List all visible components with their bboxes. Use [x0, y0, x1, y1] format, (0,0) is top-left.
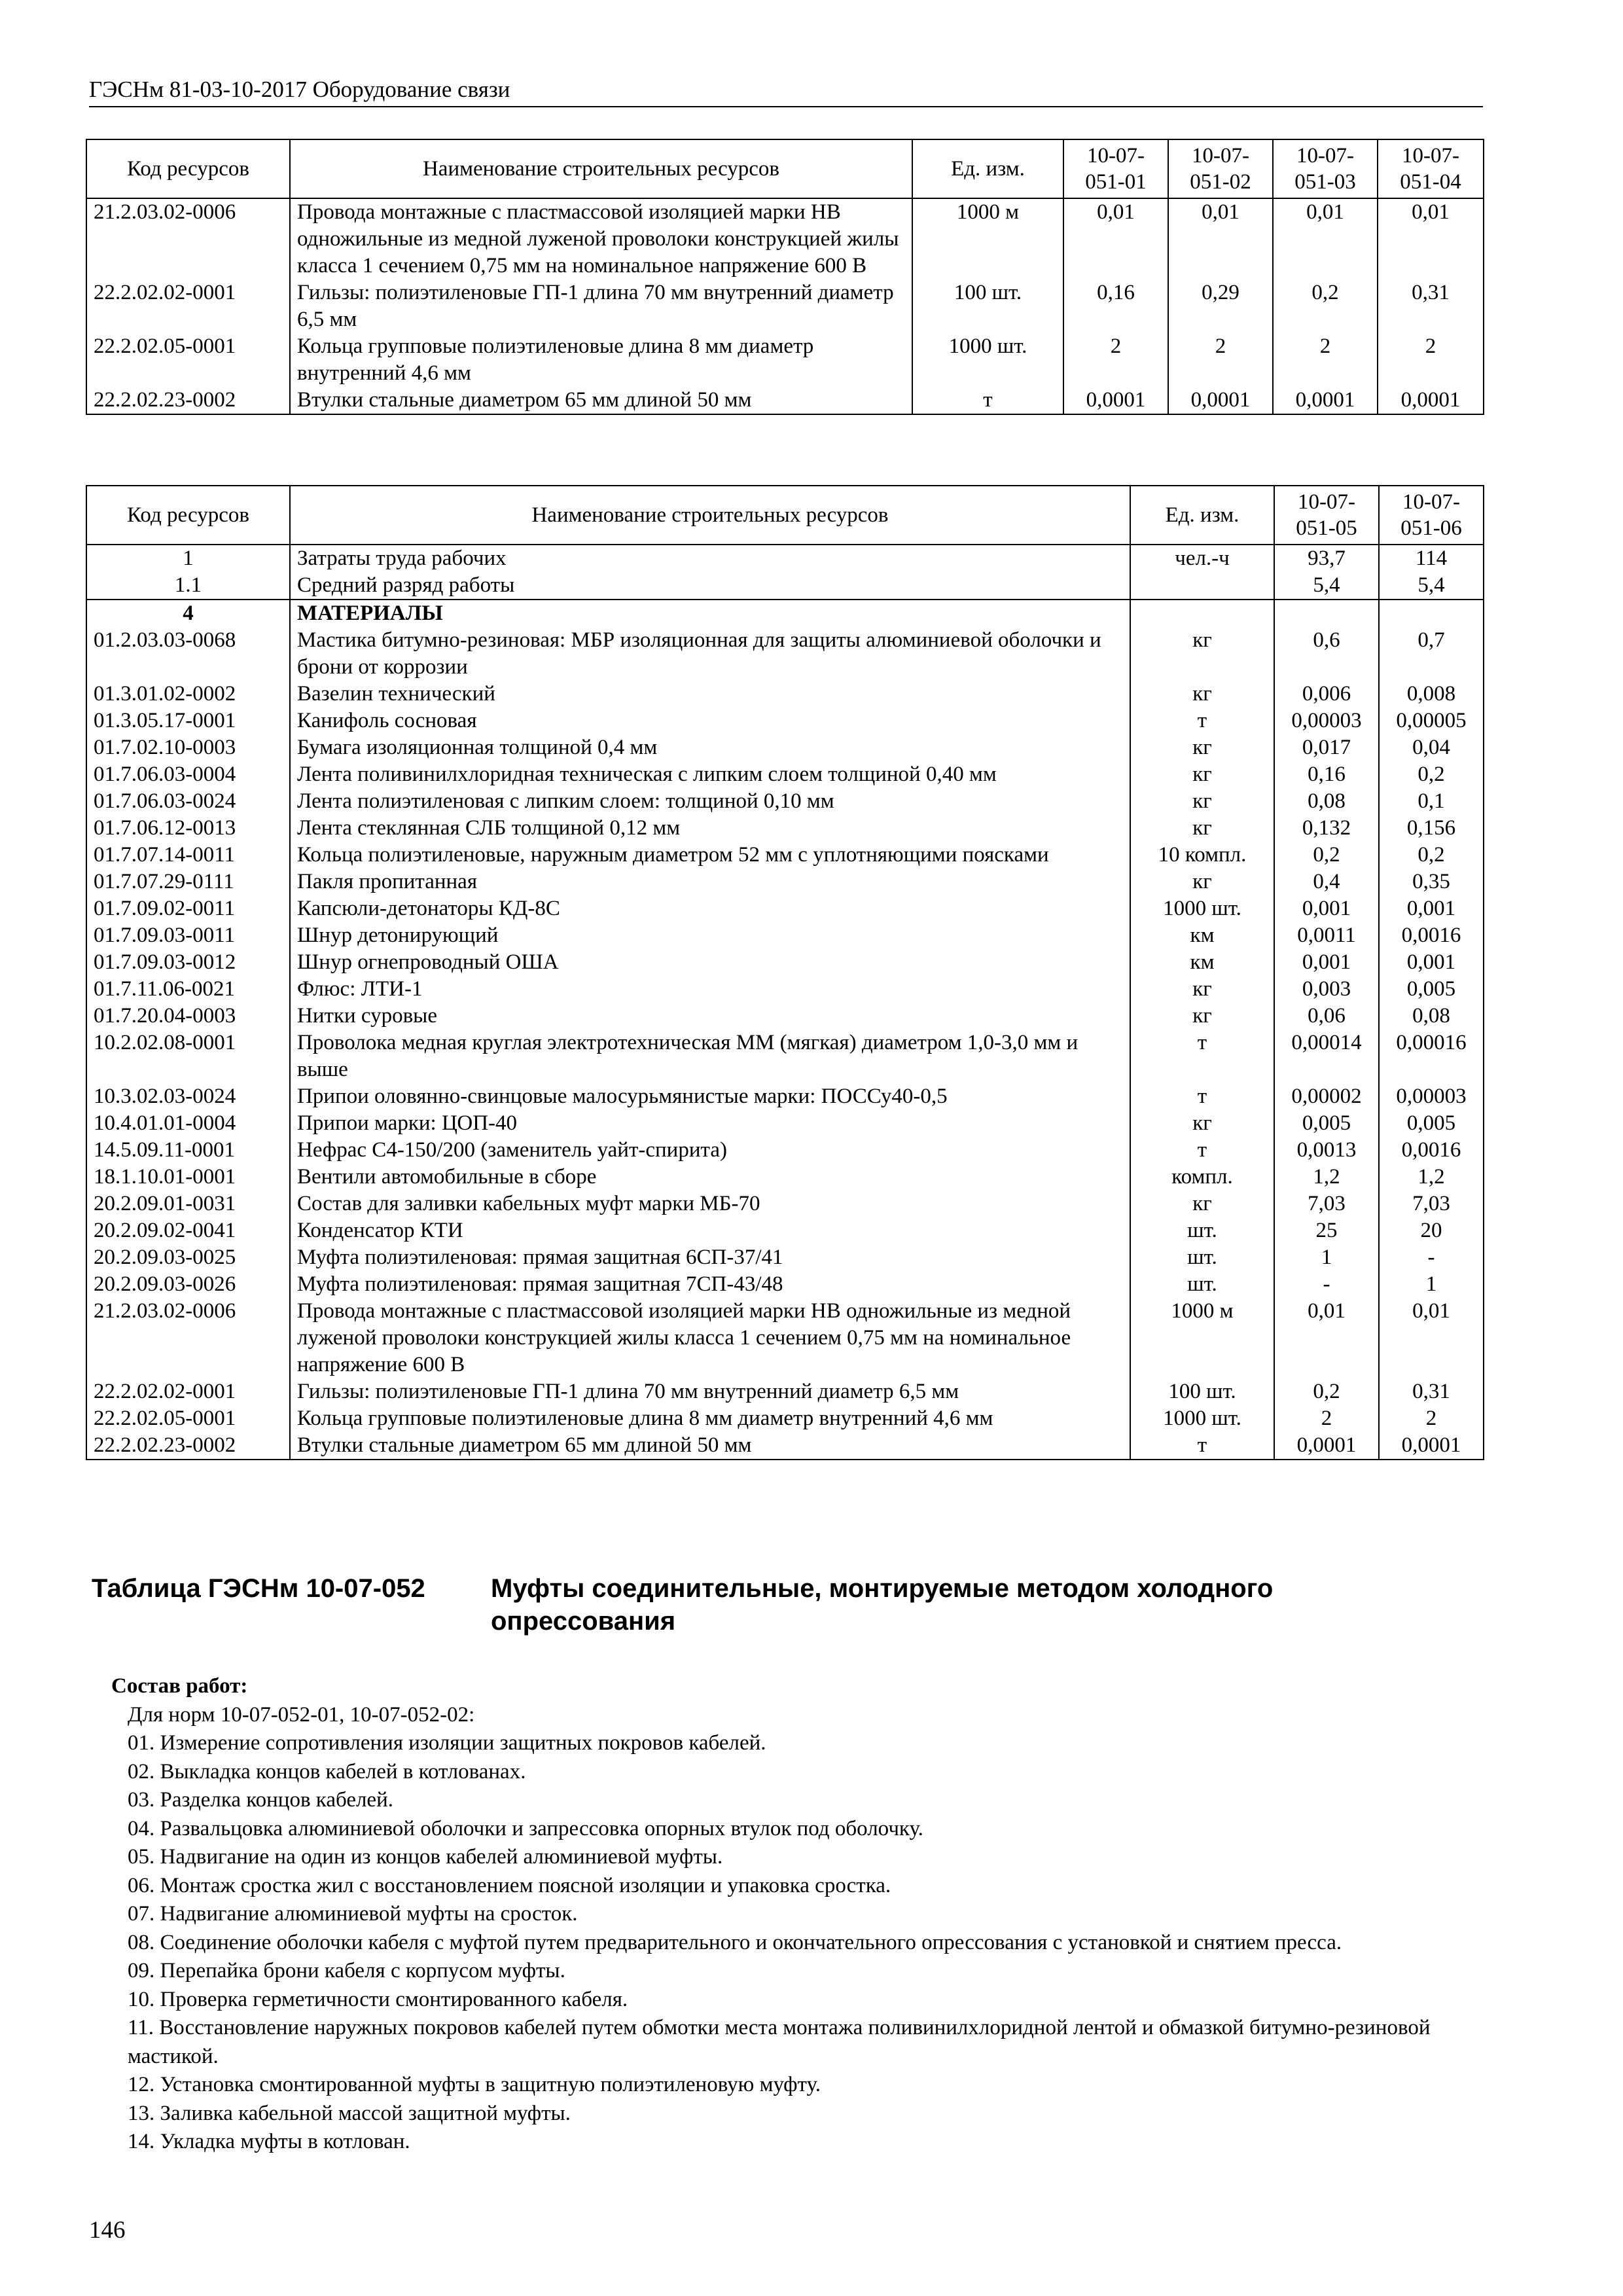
- work-item: 12. Установка смонтированной муфты в защитную полиэтиленовую муфту.: [128, 2073, 821, 2096]
- table-row: [86, 895, 1484, 922]
- value-cell: 0,0001: [1168, 387, 1273, 414]
- work-intro: Для норм 10-07-052-01, 10-07-052-02:: [128, 1702, 475, 1727]
- resource-name: Лента полиэтиленовая с липким слоем: толщиной 0,10 мм: [290, 788, 1130, 815]
- resource-name: Кольца полиэтиленовые, наружным диаметром 52 мм с уплотняющими поясками: [290, 842, 1130, 869]
- value-cell: 0,132: [1274, 815, 1379, 842]
- value-cell: 0,4: [1274, 869, 1379, 895]
- resource-name: Кольца групповые полиэтиленовые длина 8 мм диаметр внутренний 4,6 мм: [290, 1405, 1130, 1432]
- unit: кг: [1130, 815, 1274, 842]
- unit: кг: [1130, 734, 1274, 761]
- value-cell: 0,6: [1274, 627, 1379, 681]
- table-row: [86, 949, 1484, 976]
- value-cell: 0,2: [1379, 842, 1484, 869]
- unit: т: [1130, 1030, 1274, 1083]
- column-header: Код ресурсов: [86, 486, 290, 545]
- resource-code: 01.7.06.03-0004: [86, 761, 290, 788]
- value-cell: 0,31: [1378, 279, 1484, 333]
- table-row: [86, 1298, 1484, 1378]
- resource-name: Муфта полиэтиленовая: прямая защитная 6СП-37/41: [290, 1244, 1130, 1271]
- resource-code: 01.7.06.12-0013: [86, 815, 290, 842]
- column-header: 10-07-051-02: [1168, 139, 1273, 198]
- table-row: [86, 1432, 1484, 1460]
- resource-code: 22.2.02.23-0002: [86, 387, 290, 414]
- unit: [1130, 572, 1274, 600]
- resource-code: 18.1.10.01-0001: [86, 1164, 290, 1191]
- table-row: [86, 976, 1484, 1003]
- table-row: [86, 1083, 1484, 1110]
- value-cell: 1,2: [1274, 1164, 1379, 1191]
- value-cell: 0,017: [1274, 734, 1379, 761]
- column-header: 10-07-051-05: [1274, 486, 1379, 545]
- resource-name: Нефрас С4-150/200 (заменитель уайт-спирита): [290, 1137, 1130, 1164]
- table-row: [86, 734, 1484, 761]
- unit: 100 шт.: [912, 279, 1063, 333]
- resource-name: Конденсатор КТИ: [290, 1217, 1130, 1244]
- value-cell: 2: [1273, 333, 1378, 387]
- resource-code: 10.3.02.03-0024: [86, 1083, 290, 1110]
- value-cell: 0,00002: [1274, 1083, 1379, 1110]
- resource-name: Вентили автомобильные в сборе: [290, 1164, 1130, 1191]
- table-row: [86, 788, 1484, 815]
- unit: км: [1130, 922, 1274, 949]
- value-cell: 2: [1168, 333, 1273, 387]
- resource-name: Гильзы: полиэтиленовые ГП-1 длина 70 мм внутренний диаметр 6,5 мм: [290, 279, 912, 333]
- resource-code: 20.2.09.03-0025: [86, 1244, 290, 1271]
- column-header: Наименование строительных ресурсов: [290, 486, 1130, 545]
- value-cell: 0,29: [1168, 279, 1273, 333]
- resource-code: 01.7.06.03-0024: [86, 788, 290, 815]
- value-cell: 2: [1378, 333, 1484, 387]
- value-cell: 0,0016: [1379, 922, 1484, 949]
- unit: кг: [1130, 761, 1274, 788]
- resource-code: 10.4.01.01-0004: [86, 1110, 290, 1137]
- resources-table-1: [86, 139, 1484, 415]
- work-item: 05. Надвигание на один из концов кабелей алюминиевой муфты.: [128, 1845, 723, 1869]
- resource-code: 01.7.20.04-0003: [86, 1003, 290, 1030]
- resource-code: 01.7.02.10-0003: [86, 734, 290, 761]
- value-cell: 0,0001: [1379, 1432, 1484, 1460]
- unit: кг: [1130, 1110, 1274, 1137]
- value-cell: 5,4: [1274, 572, 1379, 600]
- value-cell: 0,01: [1273, 198, 1378, 279]
- resource-name: Пакля пропитанная: [290, 869, 1130, 895]
- resource-name: Втулки стальные диаметром 65 мм длиной 50 мм: [290, 1432, 1130, 1460]
- value-cell: 0,00014: [1274, 1030, 1379, 1083]
- unit: 1000 шт.: [912, 333, 1063, 387]
- resource-code: 20.2.09.01-0031: [86, 1191, 290, 1217]
- table-row: [86, 545, 1484, 572]
- resource-name: Лента стеклянная СЛБ толщиной 0,12 мм: [290, 815, 1130, 842]
- value-cell: 0,01: [1168, 198, 1273, 279]
- table-row: [86, 708, 1484, 734]
- value-cell: 0,0001: [1274, 1432, 1379, 1460]
- resource-code: 21.2.03.02-0006: [86, 198, 290, 279]
- work-item: 09. Перепайка брони кабеля с корпусом муфты.: [128, 1959, 565, 1982]
- resource-code: 01.7.09.03-0012: [86, 949, 290, 976]
- work-item: 04. Развальцовка алюминиевой оболочки и запрессовка опорных втулок под оболочку.: [128, 1816, 923, 1840]
- unit: кг: [1130, 1191, 1274, 1217]
- page-number: 146: [89, 2217, 126, 2244]
- unit: 1000 шт.: [1130, 895, 1274, 922]
- resource-code: 01.7.09.02-0011: [86, 895, 290, 922]
- table-row: [86, 1110, 1484, 1137]
- value-cell: 0,01: [1379, 1298, 1484, 1378]
- value-cell: 0,04: [1379, 734, 1484, 761]
- value-cell: 0,1: [1379, 788, 1484, 815]
- resource-code: 1: [86, 545, 290, 572]
- unit: км: [1130, 949, 1274, 976]
- table-row: [86, 198, 1484, 279]
- table-title: Муфты соединительные, монтируемые методом холодного опрессования: [491, 1574, 1274, 1636]
- unit: т: [912, 387, 1063, 414]
- value-cell: 0,2: [1274, 842, 1379, 869]
- resource-name: Мастика битумно-резиновая: МБР изоляционная для защиты алюминиевой оболочки и брони от коррозии: [290, 627, 1130, 681]
- table-row: [86, 1378, 1484, 1405]
- value-cell: 0,2: [1274, 1378, 1379, 1405]
- resource-code: 22.2.02.23-0002: [86, 1432, 290, 1460]
- value-cell: 0,2: [1273, 279, 1378, 333]
- table-row: [86, 842, 1484, 869]
- table-row: [86, 1405, 1484, 1432]
- value-cell: 1: [1274, 1244, 1379, 1271]
- resource-code: 4: [86, 600, 290, 627]
- table-row: [86, 600, 1484, 627]
- resource-code: 21.2.03.02-0006: [86, 1298, 290, 1378]
- table-row: [86, 1271, 1484, 1298]
- resource-name: Припои марки: ЦОП-40: [290, 1110, 1130, 1137]
- value-cell: 0,156: [1379, 815, 1484, 842]
- value-cell: 0,0013: [1274, 1137, 1379, 1164]
- table-row: [86, 815, 1484, 842]
- value-cell: 0,06: [1274, 1003, 1379, 1030]
- value-cell: 0,001: [1379, 895, 1484, 922]
- resource-code: 22.2.02.02-0001: [86, 1378, 290, 1405]
- resource-name: Гильзы: полиэтиленовые ГП-1 длина 70 мм внутренний диаметр 6,5 мм: [290, 1378, 1130, 1405]
- resource-code: 01.7.07.14-0011: [86, 842, 290, 869]
- table-row: [86, 333, 1484, 387]
- value-cell: -: [1379, 1244, 1484, 1271]
- value-cell: 0,2: [1379, 761, 1484, 788]
- value-cell: 0,008: [1379, 681, 1484, 708]
- value-cell: 0,31: [1379, 1378, 1484, 1405]
- unit: т: [1130, 1083, 1274, 1110]
- table-row: [86, 387, 1484, 414]
- value-cell: 0,0001: [1063, 387, 1168, 414]
- column-header: Код ресурсов: [86, 139, 290, 198]
- table-row: [86, 1003, 1484, 1030]
- column-header: Ед. изм.: [1130, 486, 1274, 545]
- work-item: 03. Разделка концов кабелей.: [128, 1788, 393, 1812]
- value-cell: 2: [1063, 333, 1168, 387]
- value-cell: 1: [1379, 1271, 1484, 1298]
- value-cell: 0,01: [1378, 198, 1484, 279]
- resource-name: Провода монтажные с пластмассовой изоляцией марки НВ одножильные из медной луженой проволоки конструкцией жилы класса 1 сечением 0,75 мм на номинальное напряжение 600 В: [290, 198, 912, 279]
- work-item: 06. Монтаж сростка жил с восстановлением поясной изоляции и упаковка сростка.: [128, 1873, 891, 1897]
- resource-name: Нитки суровые: [290, 1003, 1130, 1030]
- value-cell: 5,4: [1379, 572, 1484, 600]
- resource-name: Капсюли-детонаторы КД-8С: [290, 895, 1130, 922]
- resource-code: 20.2.09.03-0026: [86, 1271, 290, 1298]
- resource-name: Провода монтажные с пластмассовой изоляцией марки НВ одножильные из медной луженой проволоки конструкцией жилы класса 1 сечением 0,75 мм на номинальное напряжение 600 В: [290, 1298, 1130, 1378]
- unit: шт.: [1130, 1217, 1274, 1244]
- table-row: [86, 627, 1484, 681]
- table-row: [86, 1030, 1484, 1083]
- resources-table-2: [86, 485, 1484, 1460]
- resource-name: Лента поливинилхлоридная техническая с липким слоем толщиной 0,40 мм: [290, 761, 1130, 788]
- value-cell: 0,003: [1274, 976, 1379, 1003]
- table-header-row: [86, 486, 1484, 545]
- table-row: [86, 1244, 1484, 1271]
- unit: 1000 м: [912, 198, 1063, 279]
- table-row: [86, 572, 1484, 600]
- unit: кг: [1130, 976, 1274, 1003]
- resource-name: Бумага изоляционная толщиной 0,4 мм: [290, 734, 1130, 761]
- table-row: [86, 1217, 1484, 1244]
- resource-code: 22.2.02.05-0001: [86, 333, 290, 387]
- unit: кг: [1130, 1003, 1274, 1030]
- value-cell: 1,2: [1379, 1164, 1484, 1191]
- value-cell: 114: [1379, 545, 1484, 572]
- value-cell: 0,0011: [1274, 922, 1379, 949]
- value-cell: 2: [1274, 1405, 1379, 1432]
- work-item: 08. Соединение оболочки кабеля с муфтой путем предварительного и окончательного опрессования с установкой и снятием пресса.: [128, 1930, 1342, 1954]
- table-header-row: [86, 139, 1484, 198]
- table-row: [86, 1137, 1484, 1164]
- resource-code: 22.2.02.05-0001: [86, 1405, 290, 1432]
- work-composition: [111, 1672, 1492, 2157]
- resource-name: Флюс: ЛТИ-1: [290, 976, 1130, 1003]
- resource-name: Шнур огнепроводный ОША: [290, 949, 1130, 976]
- running-header: ГЭСНм 81-03-10-2017 Оборудование связи: [89, 75, 1483, 107]
- resource-code: 20.2.09.02-0041: [86, 1217, 290, 1244]
- resource-code: 22.2.02.02-0001: [86, 279, 290, 333]
- unit: шт.: [1130, 1244, 1274, 1271]
- table-row: [86, 869, 1484, 895]
- resource-name: МАТЕРИАЛЫ: [290, 600, 1130, 627]
- resource-code: 01.3.05.17-0001: [86, 708, 290, 734]
- work-item: 10. Проверка герметичности смонтированного кабеля.: [128, 1987, 628, 2011]
- unit: [1130, 600, 1274, 627]
- resource-name: Втулки стальные диаметром 65 мм длиной 50 мм: [290, 387, 912, 414]
- value-cell: 0,001: [1274, 949, 1379, 976]
- value-cell: 7,03: [1274, 1191, 1379, 1217]
- value-cell: 0,00016: [1379, 1030, 1484, 1083]
- value-cell: 0,005: [1379, 976, 1484, 1003]
- resource-code: 01.7.07.29-0111: [86, 869, 290, 895]
- column-header: Наименование строительных ресурсов: [290, 139, 912, 198]
- resource-code: 14.5.09.11-0001: [86, 1137, 290, 1164]
- table-row: [86, 279, 1484, 333]
- value-cell: 0,005: [1379, 1110, 1484, 1137]
- resource-name: Припои оловянно-свинцовые малосурьмянистые марки: ПОССу40-0,5: [290, 1083, 1130, 1110]
- table-row: [86, 761, 1484, 788]
- resource-code: 01.2.03.03-0068: [86, 627, 290, 681]
- value-cell: 0,16: [1274, 761, 1379, 788]
- column-header: 10-07-051-06: [1379, 486, 1484, 545]
- table-row: [86, 681, 1484, 708]
- value-cell: 0,01: [1063, 198, 1168, 279]
- resource-name: Средний разряд работы: [290, 572, 1130, 600]
- work-item: 11. Восстановление наружных покровов кабелей путем обмотки места монтажа поливинилхлоридной лентой и обмазкой битумно-резиновой мастикой.: [128, 2016, 1431, 2068]
- unit: 100 шт.: [1130, 1378, 1274, 1405]
- unit: т: [1130, 708, 1274, 734]
- table-row: [86, 1191, 1484, 1217]
- unit: кг: [1130, 681, 1274, 708]
- value-cell: 0,35: [1379, 869, 1484, 895]
- unit: 10 компл.: [1130, 842, 1274, 869]
- column-header: 10-07-051-01: [1063, 139, 1168, 198]
- resource-name: Канифоль сосновая: [290, 708, 1130, 734]
- unit: кг: [1130, 788, 1274, 815]
- resource-name: Затраты труда рабочих: [290, 545, 1130, 572]
- value-cell: 93,7: [1274, 545, 1379, 572]
- work-item: 13. Заливка кабельной массой защитной муфты.: [128, 2101, 571, 2125]
- resource-code: 10.2.02.08-0001: [86, 1030, 290, 1083]
- resource-name: Муфта полиэтиленовая: прямая защитная 7СП-43/48: [290, 1271, 1130, 1298]
- value-cell: 0,001: [1379, 949, 1484, 976]
- value-cell: 7,03: [1379, 1191, 1484, 1217]
- resource-name: Состав для заливки кабельных муфт марки МБ-70: [290, 1191, 1130, 1217]
- value-cell: 25: [1274, 1217, 1379, 1244]
- value-cell: 2: [1379, 1405, 1484, 1432]
- value-cell: -: [1274, 1271, 1379, 1298]
- unit: чел.-ч: [1130, 545, 1274, 572]
- value-cell: 0,08: [1274, 788, 1379, 815]
- value-cell: 20: [1379, 1217, 1484, 1244]
- value-cell: 0,0001: [1378, 387, 1484, 414]
- value-cell: 0,00003: [1274, 708, 1379, 734]
- unit: 1000 шт.: [1130, 1405, 1274, 1432]
- unit: компл.: [1130, 1164, 1274, 1191]
- resource-name: Проволока медная круглая электротехническая ММ (мягкая) диаметром 1,0-3,0 мм и выше: [290, 1030, 1130, 1083]
- resource-code: 01.3.01.02-0002: [86, 681, 290, 708]
- unit: т: [1130, 1137, 1274, 1164]
- resource-name: Вазелин технический: [290, 681, 1130, 708]
- work-item: 07. Надвигание алюминиевой муфты на сросток.: [128, 1902, 578, 1926]
- value-cell: 0,01: [1274, 1298, 1379, 1378]
- column-header: Ед. изм.: [912, 139, 1063, 198]
- unit: кг: [1130, 869, 1274, 895]
- work-item: 14. Укладка муфты в котлован.: [128, 2130, 410, 2153]
- table-number: Таблица ГЭСНм 10-07-052: [92, 1574, 425, 1603]
- value-cell: 0,0016: [1379, 1137, 1484, 1164]
- table-row: [86, 1164, 1484, 1191]
- value-cell: 0,005: [1274, 1110, 1379, 1137]
- value-cell: 0,001: [1274, 895, 1379, 922]
- value-cell: 0,0001: [1273, 387, 1378, 414]
- value-cell: [1274, 600, 1379, 627]
- resource-code: 01.7.11.06-0021: [86, 976, 290, 1003]
- work-heading: Состав работ:: [111, 1674, 248, 1698]
- value-cell: 0,006: [1274, 681, 1379, 708]
- value-cell: 0,16: [1063, 279, 1168, 333]
- work-item: 01. Измерение сопротивления изоляции защитных покровов кабелей.: [128, 1731, 766, 1755]
- value-cell: 0,00005: [1379, 708, 1484, 734]
- resource-name: Кольца групповые полиэтиленовые длина 8 мм диаметр внутренний 4,6 мм: [290, 333, 912, 387]
- resource-code: 01.7.09.03-0011: [86, 922, 290, 949]
- unit: 1000 м: [1130, 1298, 1274, 1378]
- unit: т: [1130, 1432, 1274, 1460]
- value-cell: [1379, 600, 1484, 627]
- resource-name: Шнур детонирующий: [290, 922, 1130, 949]
- column-header: 10-07-051-04: [1378, 139, 1484, 198]
- value-cell: 0,00003: [1379, 1083, 1484, 1110]
- unit: шт.: [1130, 1271, 1274, 1298]
- value-cell: 0,7: [1379, 627, 1484, 681]
- value-cell: 0,08: [1379, 1003, 1484, 1030]
- table-row: [86, 922, 1484, 949]
- unit: кг: [1130, 627, 1274, 681]
- column-header: 10-07-051-03: [1273, 139, 1378, 198]
- resource-code: 1.1: [86, 572, 290, 600]
- work-item: 02. Выкладка концов кабелей в котлованах.: [128, 1759, 526, 1784]
